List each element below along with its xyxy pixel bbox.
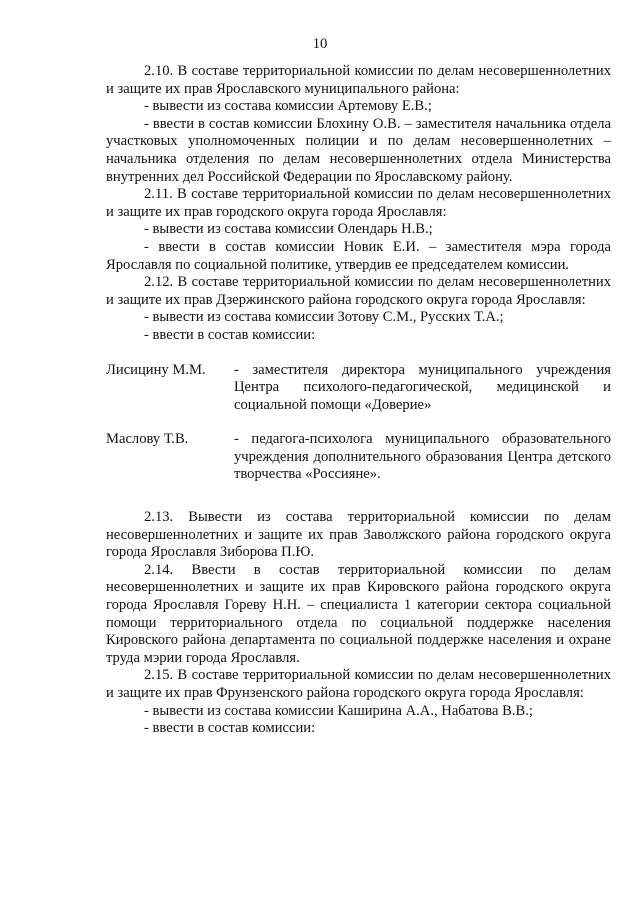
document-body [106,63,611,738]
list-item: - вывести из состава комиссии Каширина А.А., Набатова В.В.; [144,702,533,719]
list-item: - ввести в состав комиссии Блохину О.В. – заместителя начальника отдела участковых уполномоченных полиции и по делам несовершеннолетних – начальника отделения по делам несовершеннолетних отдела Министерства внутренних дел Российской Федерации по Ярославскому району. [106,115,611,185]
member-name: Маслову Т.В. [106,431,189,448]
paragraph-2-11: 2.11. В составе территориальной комиссии по делам несовершеннолетних и защите их прав городского округа города Ярославля: [106,186,611,220]
list-item: - ввести в состав комиссии: [144,720,316,737]
member-name: Лисицину М.М. [106,361,206,378]
spacer [106,345,611,362]
page-number: 10 [312,36,328,52]
spacer [106,414,611,431]
paragraph-2-14: 2.14. Ввести в состав территориальной комиссии по делам несовершеннолетних и защите их прав Кировского района городского округа города Ярославля Гореву Н.Н. – специалиста 1 категории сектора социальной помощи территориального отдела по социальной поддержке населения Кировского района департамента по социальной поддержке населения и охране труда мэрии города Ярославля. [106,561,611,666]
member-role: - заместителя директора муниципального учреждения Центра психолого-педагогической, медицинской и социальной помощи «Доверие» [234,361,611,413]
list-item: - ввести в состав комиссии Новик Е.И. – заместителя мэра города Ярославля по социальной политике, утвердив ее председателем комиссии. [106,238,611,273]
list-item: - вывести из состава комиссии Артемову Е.В.; [144,98,432,115]
paragraph-2-15: 2.15. В составе территориальной комиссии по делам несовершеннолетних и защите их прав Фрунзенского района городского округа города Ярославля: [106,667,611,701]
paragraph-2-10: 2.10. В составе территориальной комиссии по делам несовершеннолетних и защите их прав Ярославского муниципального района: [106,63,611,97]
paragraph-2-13: 2.13. Вывести из состава территориальной комиссии по делам несовершеннолетних и защите их прав Заволжского района городского округа города Ярославля Зиборова П.Ю. [106,509,611,561]
list-item: - ввести в состав комиссии: [144,326,316,343]
member-role: - педагога-психолога муниципального образовательного учреждения дополнительного образования Центра детского творчества «Россияне». [234,431,611,483]
member-row [106,362,611,415]
member-row [106,431,611,484]
spacer [106,484,611,509]
list-item: - вывести из состава комиссии Олендарь Н.В.; [144,221,433,238]
paragraph-2-12: 2.12. В составе территориальной комиссии по делам несовершеннолетних и защите их прав Дзержинского района городского округа города Ярославля: [106,274,611,308]
list-item: - вывести из состава комиссии Зотову С.М., Русских Т.А.; [144,309,504,326]
